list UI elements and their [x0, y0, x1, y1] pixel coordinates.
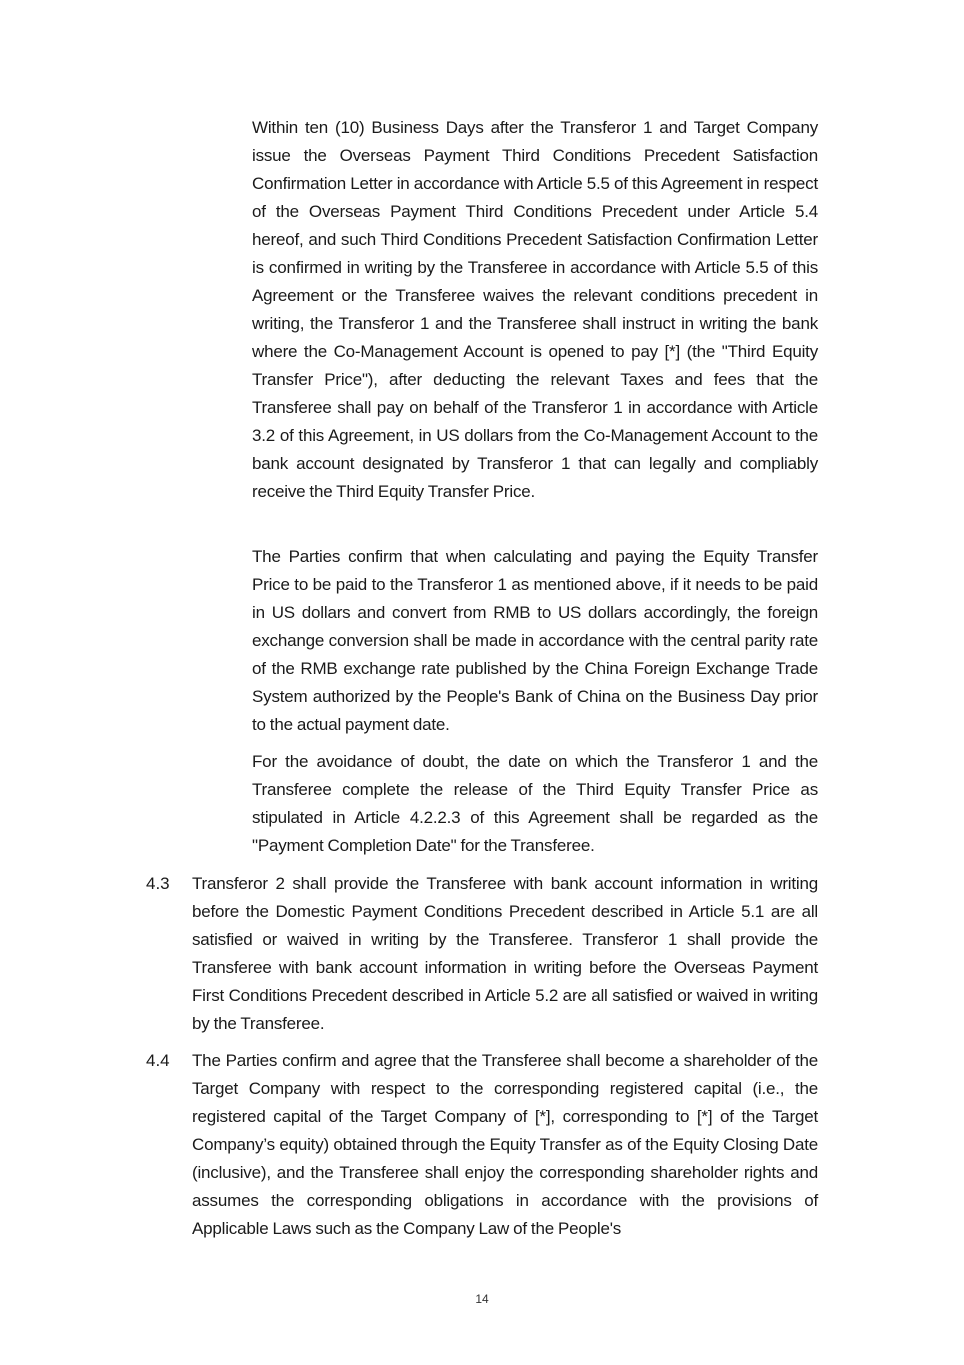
clause-number: 4.4 — [146, 1051, 170, 1070]
clause-text: Transferor 2 shall provide the Transferee with bank account information in writing before the Domestic Payment Conditions Precedent described in Article 5.1 are all satisfied or waived in writing by the Transferee. Transferor 1 shall provide the Transferee with bank account information in writing before the Overseas Payment First Conditions Precedent described in Article 5.2 are all satisfied or waived in writing by the Transferee. — [192, 874, 818, 1033]
clause-number: 4.3 — [146, 874, 170, 893]
paragraph-foreign-exchange-conversion: The Parties confirm that when calculating and paying the Equity Transfer Price to be paid to the Transferor 1 as mentioned above, if it needs to be paid in US dollars and convert from RMB to US dollars accordingly, the foreign exchange conversion shall be made in accordance with the central parity rate of the RMB exchange rate published by the China Foreign Exchange Trade System authorized by the People's Bank of China on the Business Day prior to the actual payment date. — [252, 547, 818, 734]
paragraph-third-equity-transfer-price: Within ten (10) Business Days after the Transferor 1 and Target Company issue the Overseas Payment Third Conditions Precedent Satisfaction Confirmation Letter in accordance with Article 5.5 of this Agreement in respect of the Overseas Payment Third Conditions Precedent under Article 5.4 hereof, and such Third Conditions Precedent Satisfaction Confirmation Letter is confirmed in writing by the Transferee in accordance with Article 5.5 of this Agreement or the Transferee waives the relevant conditions precedent in writing, the Transferor 1 and the Transferee shall instruct in writing the bank where the Co-Management Account is opened to pay [*] (the "Third Equity Transfer Price"), after deducting the relevant Taxes and fees that the Transferee shall pay on behalf of the Transferor 1 in accordance with Article 3.2 of this Agreement, in US dollars from the Co-Management Account to the bank account designated by Transferor 1 that can legally and compliably receive the Third Equity Transfer Price. — [252, 118, 818, 501]
page-number: 14 — [475, 1292, 489, 1306]
clause-text: The Parties confirm and agree that the Transferee shall become a shareholder of the Target Company with respect to the corresponding registered capital (i.e., the registered capital of the Target Company of [*], corresponding to [*] of the Target Company’s equity) obtained through the Equity Transfer as of the Equity Closing Date (inclusive), and the Transferee shall enjoy the corresponding shareholder rights and assumes the corresponding obligations in accordance with the provisions of Applicable Laws such as the Company Law of the People's — [192, 1051, 818, 1238]
paragraph-payment-completion-date: For the avoidance of doubt, the date on which the Transferor 1 and the Transferee complete the release of the Third Equity Transfer Price as stipulated in Article 4.2.2.3 of this Agreement shall be regarded as the "Payment Completion Date" for the Transferee. — [252, 752, 818, 855]
